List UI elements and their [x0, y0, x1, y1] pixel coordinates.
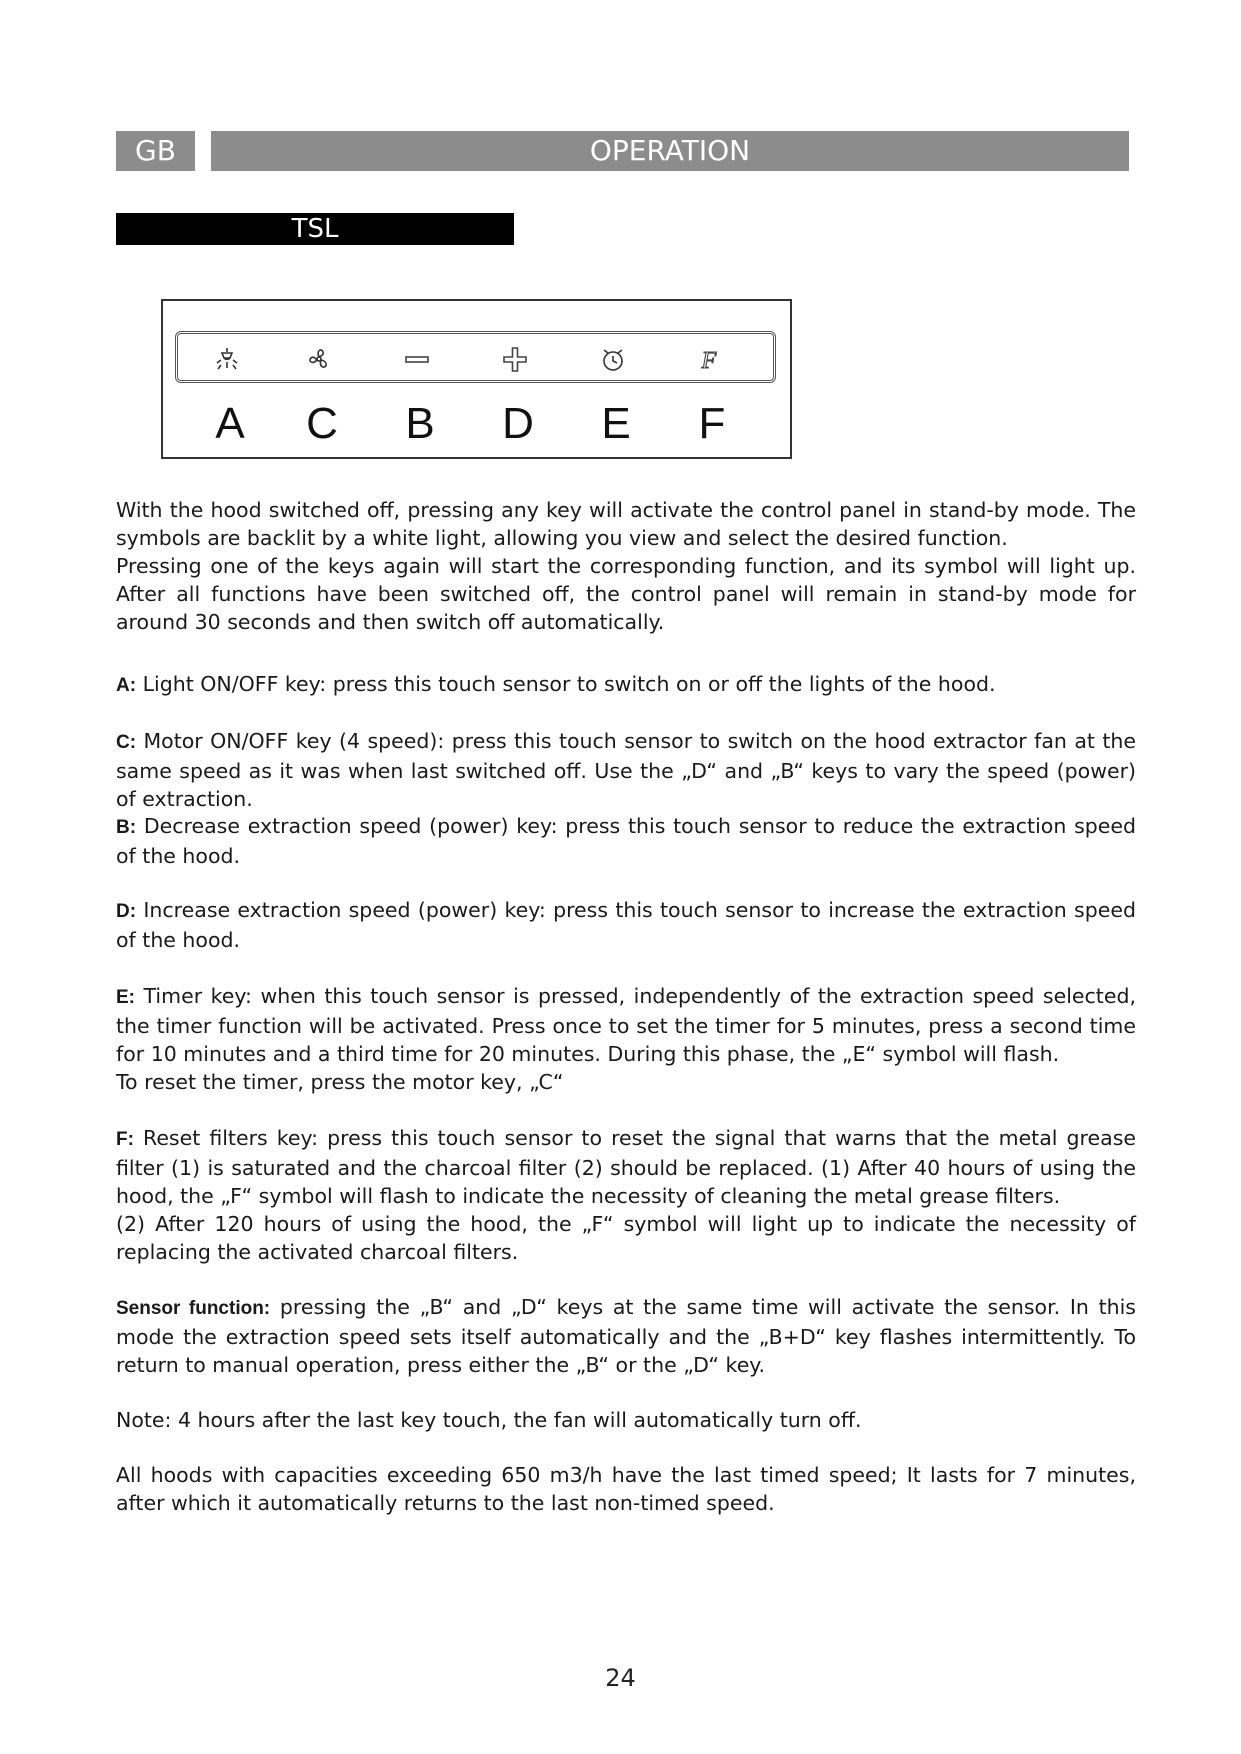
item-d-label: D:	[116, 901, 137, 922]
key-letter-f: F	[698, 399, 726, 448]
model-heading: TSL	[116, 213, 514, 245]
fan-icon	[304, 344, 334, 374]
item-a-label: A:	[116, 675, 137, 696]
item-a-text: Light ON/OFF key: press this touch sensor to switch on or off the lights of the hood.	[142, 672, 996, 696]
section-title: OPERATION	[211, 131, 1129, 171]
sensor-function	[116, 1293, 1136, 1379]
item-f	[116, 1124, 1136, 1266]
item-e-text-2: To reset the timer, press the motor key, „C“	[116, 1070, 564, 1094]
item-b-label: B:	[116, 817, 137, 838]
minus-icon	[402, 344, 432, 374]
key-letter-e: E	[601, 399, 631, 448]
note	[116, 1406, 1136, 1434]
item-e-label: E:	[116, 987, 135, 1008]
item-f-text: Reset filters key: press this touch sensor to reset the signal that warns that the metal grease filter (1) is saturated and the charcoal filter (2) should be replaced. (1) After 40 hours of using the hood, the „F“ symbol will flash to indicate the necessity of cleaning the metal grease filters.	[116, 1126, 1136, 1208]
item-b	[116, 812, 1136, 870]
item-d-text: Increase extraction speed (power) key: press this touch sensor to increase the extraction speed of the hood.	[116, 898, 1136, 952]
intro-section	[116, 496, 1136, 636]
timed-speed-note	[116, 1461, 1136, 1517]
key-letter-d: D	[502, 399, 534, 448]
filter-f-symbol: F	[701, 348, 717, 374]
item-c-label: C:	[116, 732, 137, 753]
item-d	[116, 896, 1136, 954]
light-icon	[212, 344, 242, 374]
page-number: 24	[605, 1664, 636, 1692]
timer-icon	[598, 344, 628, 374]
item-f-label: F:	[116, 1129, 134, 1150]
sensor-function-text: pressing the „B“ and „D“ keys at the same time will activate the sensor. In this mode the extraction speed sets itself automatically and the „B+D“ key flashes intermittently. To return to manual operation, press either the „B“ or the „D“ key.	[116, 1295, 1136, 1377]
sensor-function-label: Sensor function:	[116, 1298, 271, 1319]
plus-icon	[500, 344, 530, 374]
key-letter-a: A	[215, 399, 245, 448]
item-e	[116, 982, 1136, 1096]
touch-panel-strip	[175, 331, 776, 383]
key-letter-b: B	[405, 399, 435, 448]
intro-paragraph-1: With the hood switched off, pressing any key will activate the control panel in stand-by mode. The symbols are backlit by a white light, allowing you view and select the desired function.	[116, 498, 1136, 550]
intro-paragraph-2: Pressing one of the keys again will start the corresponding function, and its symbol will light up. After all functions have been switched off, the control panel will remain in stand-by mode for around 30 seconds and then switch off automatically.	[116, 554, 1136, 634]
note-text: Note: 4 hours after the last key touch, the fan will automatically turn off.	[116, 1408, 862, 1432]
key-letter-c: C	[306, 399, 338, 448]
item-c-text: Motor ON/OFF key (4 speed): press this touch sensor to switch on the hood extractor fan at the same speed as it was when last switched off. Use the „D“ and „B“ keys to vary the speed (power) of extraction.	[116, 729, 1136, 811]
country-label: GB	[116, 131, 195, 171]
item-c	[116, 727, 1136, 813]
filter-f-icon	[694, 344, 724, 374]
item-f-text-2: (2) After 120 hours of using the hood, the „F“ symbol will light up to indicate the necessity of replacing the activated charcoal filters.	[116, 1212, 1136, 1264]
item-a	[116, 670, 1136, 700]
item-e-text: Timer key: when this touch sensor is pressed, independently of the extraction speed selected, the timer function will be activated. Press once to set the timer for 5 minutes, press a second time for 10 minutes and a third time for 20 minutes. During this phase, the „E“ symbol will flash.	[116, 984, 1136, 1066]
control-panel-diagram	[161, 299, 792, 459]
timed-speed-text: All hoods with capacities exceeding 650 m3/h have the last timed speed; It lasts for 7 minutes, after which it automatically returns to the last non-timed speed.	[116, 1463, 1136, 1515]
item-b-text: Decrease extraction speed (power) key: press this touch sensor to reduce the extraction speed of the hood.	[116, 814, 1136, 868]
